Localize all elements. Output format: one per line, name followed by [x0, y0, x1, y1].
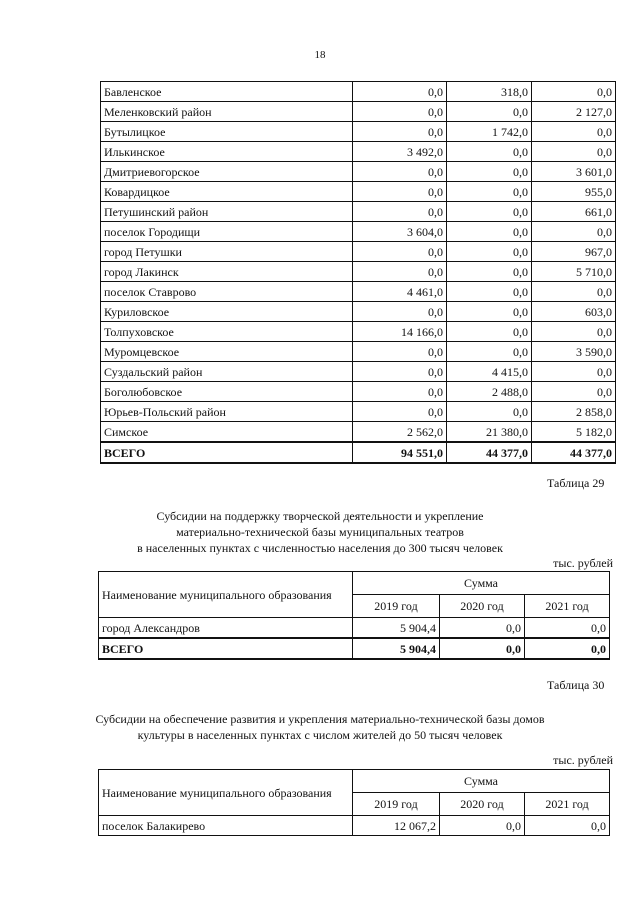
total-value-cell: 0,0 [525, 638, 610, 659]
row-value-cell: 0,0 [353, 342, 447, 362]
row-value-cell: 0,0 [353, 202, 447, 222]
row-value-cell: 0,0 [532, 282, 616, 302]
main-table [100, 81, 616, 464]
header-sum-cell: Сумма [353, 770, 610, 793]
row-value-cell: 0,0 [447, 262, 532, 282]
row-value-cell: 3 601,0 [532, 162, 616, 182]
table-row [101, 322, 616, 342]
row-value-cell: 12 067,2 [353, 816, 440, 836]
row-name-cell: поселок Ставрово [101, 282, 353, 302]
row-value-cell: 3 604,0 [353, 222, 447, 242]
table-row [101, 122, 616, 142]
table29-caption [0, 508, 640, 556]
row-value-cell: 603,0 [532, 302, 616, 322]
table-row [101, 262, 616, 282]
table-row [101, 162, 616, 182]
row-value-cell: 0,0 [447, 342, 532, 362]
total-value-cell: 5 904,4 [353, 638, 440, 659]
table30-units: тыс. рублей [553, 753, 613, 767]
row-name-cell: Ковардицкое [101, 182, 353, 202]
header-name-cell: Наименование муниципального образования [99, 572, 353, 618]
table30-caption-line: культуры в населенных пунктах с числом жителей до 50 тысяч человек [137, 728, 503, 742]
table-row [101, 362, 616, 382]
row-value-cell: 2 858,0 [532, 402, 616, 422]
header-year-cell: 2021 год [525, 793, 610, 816]
row-value-cell: 0,0 [353, 362, 447, 382]
row-value-cell: 0,0 [447, 322, 532, 342]
row-value-cell: 0,0 [353, 382, 447, 402]
row-name-cell: Юрьев-Польский район [101, 402, 353, 422]
row-value-cell: 0,0 [525, 816, 610, 836]
table-row [101, 382, 616, 402]
total-value-cell: 94 551,0 [353, 442, 447, 463]
row-value-cell: 0,0 [353, 402, 447, 422]
row-value-cell: 2 127,0 [532, 102, 616, 122]
table-header-row [99, 572, 610, 595]
table-row [101, 282, 616, 302]
total-value-cell: 44 377,0 [447, 442, 532, 463]
row-name-cell: поселок Городищи [101, 222, 353, 242]
row-value-cell: 3 590,0 [532, 342, 616, 362]
row-name-cell: Суздальский район [101, 362, 353, 382]
row-value-cell: 2 488,0 [447, 382, 532, 402]
row-name-cell: Толпуховское [101, 322, 353, 342]
page-number: 18 [314, 49, 326, 61]
table-row [101, 102, 616, 122]
table-row [101, 302, 616, 322]
total-name-cell: ВСЕГО [101, 442, 353, 463]
table29-caption-line: в населенных пунктах с численностью населения до 300 тысяч человек [137, 541, 503, 555]
table30-caption [0, 711, 640, 743]
header-year-cell: 2019 год [353, 793, 440, 816]
row-name-cell: Петушинский район [101, 202, 353, 222]
row-value-cell: 0,0 [440, 618, 525, 639]
row-value-cell: 5 904,4 [353, 618, 440, 639]
table30 [98, 769, 610, 836]
row-name-cell: Боголюбовское [101, 382, 353, 402]
table-row [99, 816, 610, 836]
row-value-cell: 0,0 [525, 618, 610, 639]
row-value-cell: 955,0 [532, 182, 616, 202]
row-value-cell: 4 461,0 [353, 282, 447, 302]
header-name-cell: Наименование муниципального образования [99, 770, 353, 816]
row-name-cell: Куриловское [101, 302, 353, 322]
table30-caption-line: Субсидии на обеспечение развития и укрепления материально-технической базы домов [95, 712, 545, 726]
row-value-cell: 0,0 [532, 322, 616, 342]
table-row [101, 342, 616, 362]
row-value-cell: 0,0 [353, 162, 447, 182]
table-row [99, 618, 610, 639]
row-value-cell: 0,0 [353, 302, 447, 322]
row-name-cell: Бавленское [101, 82, 353, 102]
row-name-cell: город Александров [99, 618, 353, 639]
row-value-cell: 318,0 [447, 82, 532, 102]
table29-caption-line: материально-технической базы муниципальных театров [176, 525, 464, 539]
table29-caption-line: Субсидии на поддержку творческой деятельности и укрепление [156, 509, 484, 523]
table-row [101, 422, 616, 443]
total-row [101, 442, 616, 463]
header-year-cell: 2020 год [440, 793, 525, 816]
row-name-cell: Муромцевское [101, 342, 353, 362]
header-year-cell: 2020 год [440, 595, 525, 618]
row-value-cell: 14 166,0 [353, 322, 447, 342]
row-value-cell: 0,0 [447, 222, 532, 242]
row-name-cell: Симское [101, 422, 353, 443]
row-value-cell: 0,0 [353, 242, 447, 262]
row-value-cell: 0,0 [440, 816, 525, 836]
row-value-cell: 2 562,0 [353, 422, 447, 443]
row-value-cell: 5 182,0 [532, 422, 616, 443]
total-name-cell: ВСЕГО [99, 638, 353, 659]
table29-label: Таблица 29 [547, 476, 605, 490]
table-row [101, 202, 616, 222]
row-value-cell: 0,0 [447, 102, 532, 122]
table29 [98, 571, 610, 660]
row-value-cell: 0,0 [447, 402, 532, 422]
row-value-cell: 0,0 [447, 242, 532, 262]
row-name-cell: Дмитриевогорское [101, 162, 353, 182]
row-value-cell: 967,0 [532, 242, 616, 262]
table29-units: тыс. рублей [553, 556, 613, 570]
row-name-cell: Илькинское [101, 142, 353, 162]
row-value-cell: 0,0 [447, 282, 532, 302]
row-value-cell: 0,0 [532, 362, 616, 382]
row-value-cell: 0,0 [447, 182, 532, 202]
table-row [101, 402, 616, 422]
row-value-cell: 0,0 [353, 262, 447, 282]
row-name-cell: Бутылицкое [101, 122, 353, 142]
row-name-cell: город Лакинск [101, 262, 353, 282]
row-value-cell: 0,0 [447, 162, 532, 182]
table-row [101, 82, 616, 102]
row-value-cell: 0,0 [353, 122, 447, 142]
table-row [101, 182, 616, 202]
header-sum-cell: Сумма [353, 572, 610, 595]
row-value-cell: 3 492,0 [353, 142, 447, 162]
row-value-cell: 0,0 [353, 82, 447, 102]
row-name-cell: город Петушки [101, 242, 353, 262]
total-value-cell: 0,0 [440, 638, 525, 659]
row-value-cell: 1 742,0 [447, 122, 532, 142]
table-row [101, 242, 616, 262]
row-name-cell: поселок Балакирево [99, 816, 353, 836]
row-name-cell: Меленковский район [101, 102, 353, 122]
table-header-row [99, 770, 610, 793]
header-year-cell: 2019 год [353, 595, 440, 618]
row-value-cell: 0,0 [532, 122, 616, 142]
row-value-cell: 0,0 [532, 382, 616, 402]
row-value-cell: 0,0 [353, 182, 447, 202]
row-value-cell: 0,0 [447, 202, 532, 222]
table-row [101, 142, 616, 162]
row-value-cell: 0,0 [447, 302, 532, 322]
row-value-cell: 0,0 [532, 222, 616, 242]
row-value-cell: 0,0 [353, 102, 447, 122]
row-value-cell: 5 710,0 [532, 262, 616, 282]
table-row [101, 222, 616, 242]
row-value-cell: 4 415,0 [447, 362, 532, 382]
row-value-cell: 21 380,0 [447, 422, 532, 443]
row-value-cell: 0,0 [532, 82, 616, 102]
table30-label: Таблица 30 [547, 678, 605, 692]
total-value-cell: 44 377,0 [532, 442, 616, 463]
row-value-cell: 661,0 [532, 202, 616, 222]
header-year-cell: 2021 год [525, 595, 610, 618]
total-row [99, 638, 610, 659]
row-value-cell: 0,0 [447, 142, 532, 162]
row-value-cell: 0,0 [532, 142, 616, 162]
